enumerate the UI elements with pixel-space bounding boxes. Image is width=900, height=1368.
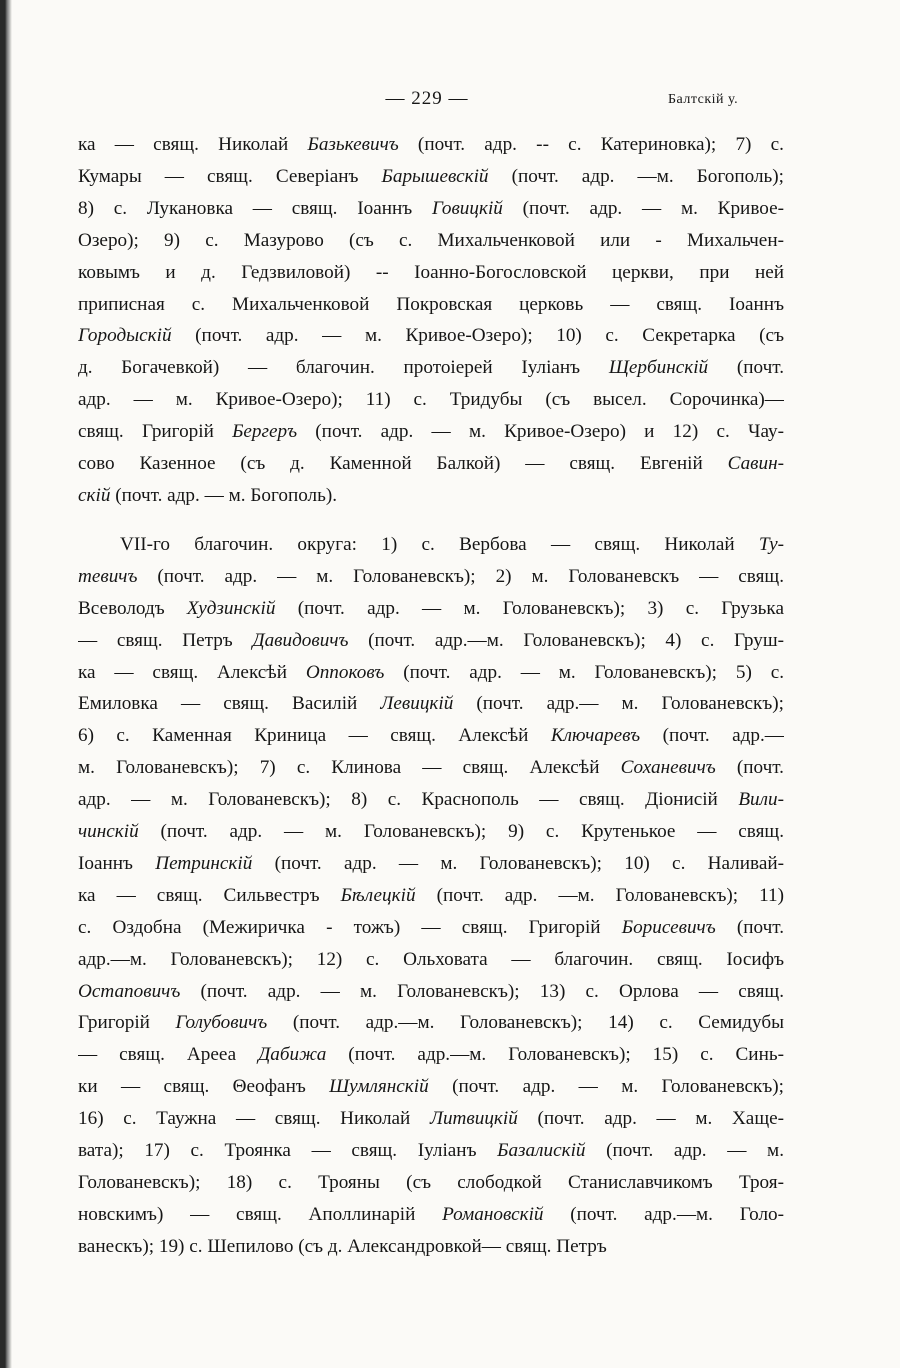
text-run: — свящ. Петръ <box>78 629 253 651</box>
italic-surname: Давидовичъ <box>252 629 349 651</box>
text-run: (почт. адр. -- с. Катериновка); 7) с. <box>398 134 784 155</box>
text-run: 16) с. Таужна — свящ. Николай <box>78 1108 430 1130</box>
italic-surname: Савин- <box>727 453 784 475</box>
text-line <box>78 784 784 816</box>
italic-surname: Борисевичъ <box>621 916 716 938</box>
text-run: (почт. адр. — м. Голованевскъ); 9) с. Крутенькое — свящ. <box>138 821 784 843</box>
text-run: сово Казенное (съ д. Каменной Балкой) — свящ. Евгеній <box>78 453 728 475</box>
text-run: Всеволодъ <box>78 597 187 619</box>
body-text <box>78 129 784 1263</box>
text-run: (почт. адр. — м. Голованевскъ); 10) с. Наливай- <box>252 852 784 874</box>
italic-surname: Шумлянскій <box>329 1076 429 1098</box>
text-line <box>78 320 784 352</box>
text-run: — свящ. Арееа <box>78 1044 259 1066</box>
text-line <box>78 688 784 720</box>
text-run: (почт. адр. — м. Голованевскъ); 2) м. Голованевскъ — свящ. <box>137 565 784 587</box>
text-run: ки — свящ. Θеофанъ <box>78 1076 330 1098</box>
italic-surname: Ту- <box>758 533 784 555</box>
text-line <box>78 1199 784 1231</box>
italic-surname: Литвицкій <box>429 1108 518 1130</box>
text-line <box>78 880 784 912</box>
text-line <box>78 416 784 448</box>
text-line <box>78 529 784 561</box>
text-run: новскимъ) — свящ. Аполлинарій <box>78 1203 443 1225</box>
italic-surname: Дабижа <box>258 1044 327 1066</box>
italic-surname: Бергеръ <box>232 421 298 443</box>
text-line <box>78 720 784 752</box>
text-run: ванескъ); 19) с. Шепилово (съ д. Александровкой— свящ. Петръ <box>78 1235 607 1257</box>
text-run: ка — свящ. Николай <box>78 134 308 155</box>
italic-surname: Голубовичъ <box>175 1012 268 1034</box>
text-run: Григорій <box>78 1012 176 1034</box>
text-run: свящ. Григорій <box>78 421 233 443</box>
text-run: д. Богачевкой) — благочин. протоіерей Іуліанъ <box>78 357 609 379</box>
text-run: адр. — м. Кривое-Озеро); 11) с. Тридубы (съ высел. Сорочинка)— <box>78 389 784 411</box>
text-run: (почт. адр. — м. Голованевскъ); <box>428 1076 784 1098</box>
text-run: (почт. адр. — м. Голованевскъ); 5) с. <box>384 661 784 683</box>
text-line <box>78 1103 784 1135</box>
running-head: Балтскій у. <box>668 92 739 107</box>
italic-surname: Петринскій <box>155 852 253 874</box>
text-run: (почт. адр. — м. Хащe- <box>517 1108 784 1130</box>
italic-surname: Левицкій <box>380 693 454 715</box>
text-run: вата); 17) с. Троянка — свящ. Іуліанъ <box>78 1140 498 1162</box>
italic-surname: тевичъ <box>78 565 138 587</box>
text-line <box>78 912 784 944</box>
text-line <box>78 1071 784 1103</box>
text-run: Іоаннъ <box>78 852 156 874</box>
text-line <box>78 129 784 161</box>
italic-surname: Худзинскій <box>186 597 276 619</box>
text-run: м. Голованевскъ); 7) с. Клинова — свящ. Алексѣй <box>78 757 621 779</box>
text-run: 8) с. Лукановка — свящ. Іоаннъ <box>78 197 432 219</box>
text-line <box>78 480 784 512</box>
italic-surname: Романовскій <box>442 1203 544 1225</box>
text-line <box>78 848 784 880</box>
text-run: (почт. адр. —м. Голованевскъ); 11) <box>415 884 784 906</box>
text-run: приписная с. Михальченковой Покровская церковь — свящ. Іоаннъ <box>78 293 784 315</box>
text-run: (почт. <box>708 357 784 379</box>
text-run: (почт. адр.—м. Голованевскъ); 4) с. Груш- <box>348 629 784 651</box>
italic-surname: Соханевичъ <box>620 757 716 779</box>
text-line <box>78 448 784 480</box>
italic-surname: Говицкій <box>431 197 503 219</box>
text-run: Емиловка — свящ. Василій <box>78 693 381 715</box>
italic-surname: Городыскій <box>78 325 172 347</box>
text-line <box>78 593 784 625</box>
text-run: (почт. адр. — м. Кривое-Озеро) и 12) с. Чау- <box>297 421 784 443</box>
italic-surname: Оппоковъ <box>305 661 385 683</box>
paragraph-gap <box>78 512 784 529</box>
text-run: (почт. адр. — м. Голованевскъ); 13) с. Орлова — свящ. <box>180 980 784 1002</box>
text-line <box>78 352 784 384</box>
text-line <box>78 1039 784 1071</box>
text-line <box>78 1231 784 1263</box>
text-run: (почт. <box>715 916 784 938</box>
page-header <box>0 88 900 118</box>
text-run: (почт. адр.—м. Голованевскъ); 14) с. Семидубы <box>267 1012 784 1034</box>
text-run: ка — свящ. Алексѣй <box>78 661 306 683</box>
text-run: (почт. адр.— м. Голованевскъ); <box>453 693 784 715</box>
text-run: 6) с. Каменная Криница — свящ. Алексѣй <box>78 725 551 747</box>
paragraph <box>78 529 784 1263</box>
text-line <box>78 289 784 321</box>
text-line <box>78 257 784 289</box>
text-run: (почт. адр.— <box>640 725 784 747</box>
italic-surname: Базалискій <box>497 1140 586 1162</box>
text-line <box>78 225 784 257</box>
text-run: (почт. адр.—м. Голо- <box>543 1203 784 1225</box>
text-run: (почт. адр. — м. Кривое- <box>502 197 784 219</box>
text-run: (почт. адр. —м. Богополь); <box>488 165 784 187</box>
page-number: — 229 — <box>385 88 469 109</box>
text-line <box>78 1007 784 1039</box>
italic-surname: чинскій <box>78 821 139 843</box>
text-line <box>78 752 784 784</box>
italic-surname: Вили- <box>738 789 784 811</box>
text-run: ка — свящ. Сильвестръ <box>78 884 341 906</box>
text-run: адр. — м. Голованевскъ); 8) с. Краснополь — свящ. Діонисій <box>78 789 739 811</box>
text-run: (почт. адр. — м. Кривое-Озеро); 10) с. Секретарка (съ <box>171 325 784 347</box>
paragraph <box>78 129 784 512</box>
italic-surname: скій <box>78 484 111 506</box>
text-line <box>78 944 784 976</box>
text-run: с. Оздобна (Межиричка - тожъ) — свящ. Григорій <box>78 916 622 938</box>
text-run: (почт. адр. — м. Богополь). <box>110 484 338 506</box>
italic-surname: Базькевичъ <box>307 134 399 155</box>
text-line <box>78 384 784 416</box>
text-line <box>78 816 784 848</box>
text-run: Кумары — свящ. Северіанъ <box>78 165 382 187</box>
text-run: Озеро); 9) с. Мазурово (съ с. Михальченковой или - Михальчен- <box>78 229 784 251</box>
italic-surname: Щербинскій <box>608 357 709 379</box>
text-line <box>78 657 784 689</box>
text-line <box>78 161 784 193</box>
text-line <box>78 1135 784 1167</box>
italic-surname: Остаповичъ <box>78 980 181 1002</box>
text-run: VII-го благочин. округа: 1) с. Вербова — свящ. Николай <box>120 533 759 555</box>
book-spine-shadow <box>0 0 12 1368</box>
text-line <box>78 625 784 657</box>
text-line <box>78 561 784 593</box>
text-run: адр.—м. Голованевскъ); 12) с. Ольховата — благочин. свящ. Іосифъ <box>78 948 784 970</box>
text-run: (почт. адр. — м. Голованевскъ); 3) с. Грузька <box>275 597 784 619</box>
text-run: (почт. адр. — м. <box>585 1140 784 1162</box>
text-line <box>78 1167 784 1199</box>
text-line <box>78 193 784 225</box>
text-run: (почт. адр.—м. Голованевскъ); 15) с. Синь- <box>326 1044 784 1066</box>
italic-surname: Бѣлецкій <box>340 884 416 906</box>
text-line <box>78 976 784 1008</box>
italic-surname: Ключаревъ <box>550 725 641 747</box>
text-run: (почт. <box>715 757 784 779</box>
italic-surname: Барышевскій <box>381 165 489 187</box>
text-run: ковымъ и д. Гедзвиловой) -- Іоанно-Богословской церкви, при ней <box>78 261 784 283</box>
text-run: Голованевскъ); 18) с. Трояны (съ слободкой Станиславчикомъ Троя- <box>78 1172 784 1193</box>
